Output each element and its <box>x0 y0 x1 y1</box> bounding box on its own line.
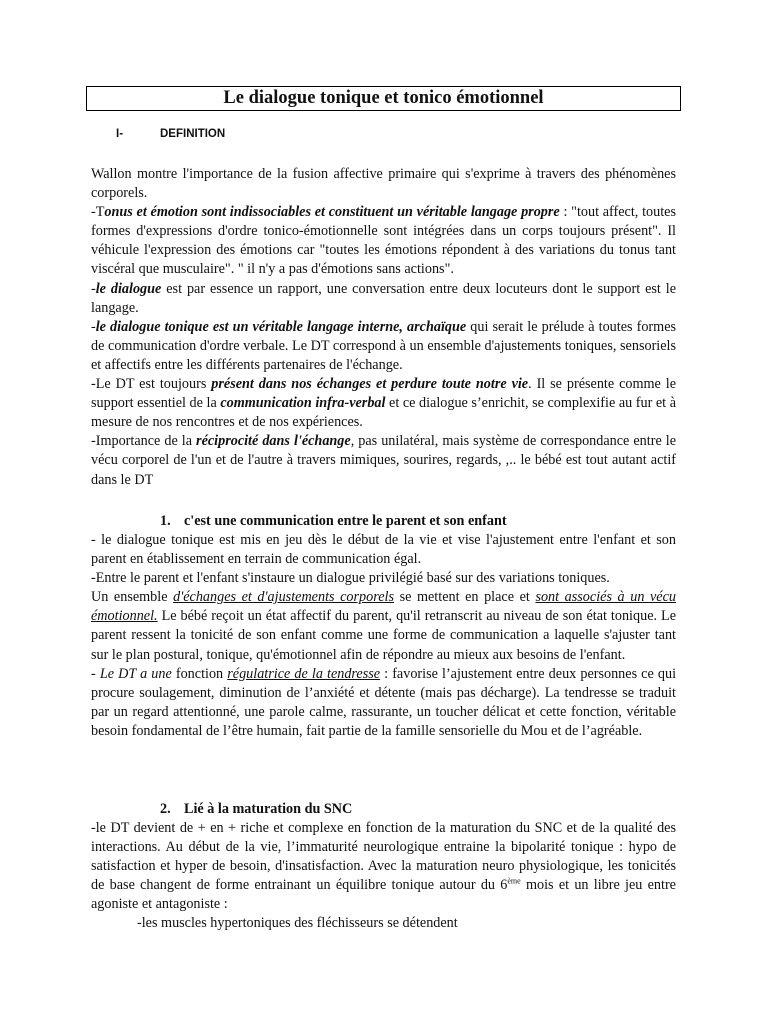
definition-paragraph-2 <box>91 203 676 279</box>
section-1-paragraph-3 <box>91 588 676 664</box>
underlined-run: d'échanges et d'ajustements corporels <box>173 589 394 606</box>
emphasis-run: réciprocité dans l'échange <box>196 433 351 450</box>
text-run: -Le DT est toujours <box>91 376 212 393</box>
text-run: Le bébé reçoit un état affectif du parent, qu'il retranscrit au niveau de son état tonique. Le parent ressent la tonicité de son enfant comme une forme de communication a laquelle s'ajuster tant sur le plan postural, tonique, qu'émotionnel afin de répondre au mieux aux besoins de l'enfant. <box>91 608 676 663</box>
text-run: . Il se présente comme le support essentiel de la <box>91 376 677 412</box>
emphasis-run: le dialogue tonique est un véritable langage interne, archaïque <box>95 318 467 335</box>
text-run: -Importance de la <box>91 433 197 450</box>
text-run: : favorise l’ajustement entre deux personnes ce qui procure soulagement, diminution de l’anxiété et détente (mais pas décharge). La tendresse se traduit par un regard attentionné, une parole calme, rassurante, un toucher délicat et cette fonction, véritable besoin fondamental de l’être humain, fait partie de la famille sensorielle du Mou et de l’agréable. <box>91 665 677 739</box>
definition-heading-number: I- <box>116 128 124 140</box>
section-1-number: 1. <box>160 513 171 529</box>
definition-paragraph-5 <box>91 375 676 432</box>
section-2-heading <box>160 800 352 819</box>
section-1-heading <box>160 512 507 531</box>
section-2-number: 2. <box>160 801 171 817</box>
text-run: : "tout affect, toutes formes d'expressions d'ordre tonico-émotionnelle sont intégrées dans un corps toujours présent". Il véhicule l'expression des émotions car "toutes les émotions répondent à des variations du tonus tant viscéral que musculaire". " il n'y a pas d'émotions sans actions". <box>91 204 676 278</box>
emphasis-run: communication infra-verbal <box>220 395 386 412</box>
text-run: Un ensemble <box>91 589 174 606</box>
definition-paragraph-1: Wallon montre l'importance de la fusion affective primaire qui s'exprime à travers des phénomènes corporels. <box>91 166 676 202</box>
definition-body <box>91 165 676 490</box>
section-2-body <box>91 819 676 934</box>
text-run: -le DT devient de + en + riche et complexe en fonction de la maturation du SNC et de la qualité des interactions. Au début de la vie, l’immaturité neurologique entraine la bipolarité tonique : hypo de satisfaction et hyper de besoin, d'insatisfaction. Avec la maturation neuro physiologique, les tonicités de base changent de forme entrainant un équilibre tonique autour du 6 <box>91 820 676 894</box>
section-1-paragraph-4 <box>91 665 676 741</box>
text-run: fonction <box>171 665 228 682</box>
text-run: et ce dialogue s’enrichit, se complexifie au fur et à mesure de nos rencontres et de nos expériences. <box>91 395 676 431</box>
definition-paragraph-4 <box>91 318 676 375</box>
text-run: est par essence un rapport, une conversation entre deux locuteurs dont le support est le langage. <box>91 280 676 316</box>
italic-run: Le DT a une <box>99 665 172 682</box>
superscript-run: ème <box>507 876 521 886</box>
section-2-paragraph-1 <box>91 819 676 914</box>
section-1-body <box>91 531 676 741</box>
definition-heading <box>116 128 225 140</box>
text-run: - <box>91 665 100 682</box>
text-run: se mettent en place et <box>393 589 536 606</box>
definition-heading-label: DEFINITION <box>160 128 226 140</box>
emphasis-run: le dialogue <box>95 280 162 297</box>
text-run: , pas unilatéral, mais système de correspondance entre le vécu corporel de l'un et de l'autre à travers mimiques, sourires, regards, ,.. le bébé est tout autant actif dans le DT <box>91 433 677 488</box>
text-run: -T <box>91 204 105 221</box>
text-run: - <box>91 318 96 335</box>
document-title: Le dialogue tonique et tonico émotionnel <box>86 86 681 111</box>
section-1-paragraph-1: - le dialogue tonique est mis en jeu dès le début de la vie et vise l'ajustement entre l'enfant et son parent en établissement en terrain de communication égal. <box>91 532 676 568</box>
underlined-run: sont associés à un vécu émotionnel. <box>91 589 676 625</box>
definition-paragraph-3 <box>91 280 676 318</box>
section-1-paragraph-2: -Entre le parent et l'enfant s'instaure un dialogue privilégié basé sur des variations toniques. <box>91 570 610 587</box>
section-1-title: c'est une communication entre le parent et son enfant <box>184 513 507 529</box>
underlined-run: régulatrice de la tendresse <box>227 665 381 682</box>
section-2-title: Lié à la maturation du SNC <box>184 801 353 817</box>
emphasis-run: onus et émotion sont indissociables et constituent un véritable langage propre <box>104 204 560 221</box>
text-run: qui serait le prélude à toutes formes de communication d'ordre verbale. Le DT correspond à un ensemble d'ajustements toniques, sensoriels et affectifs entre les différents partenaires de l'échange. <box>91 318 677 373</box>
emphasis-run: présent dans nos échanges et perdure toute notre vie <box>211 376 529 393</box>
section-2-paragraph-2: -les muscles hypertoniques des fléchisseurs se détendent <box>137 915 458 932</box>
definition-paragraph-6 <box>91 432 676 489</box>
text-run: - <box>91 280 96 297</box>
text-run: mois et un libre jeu entre agoniste et antagoniste : <box>91 877 676 913</box>
